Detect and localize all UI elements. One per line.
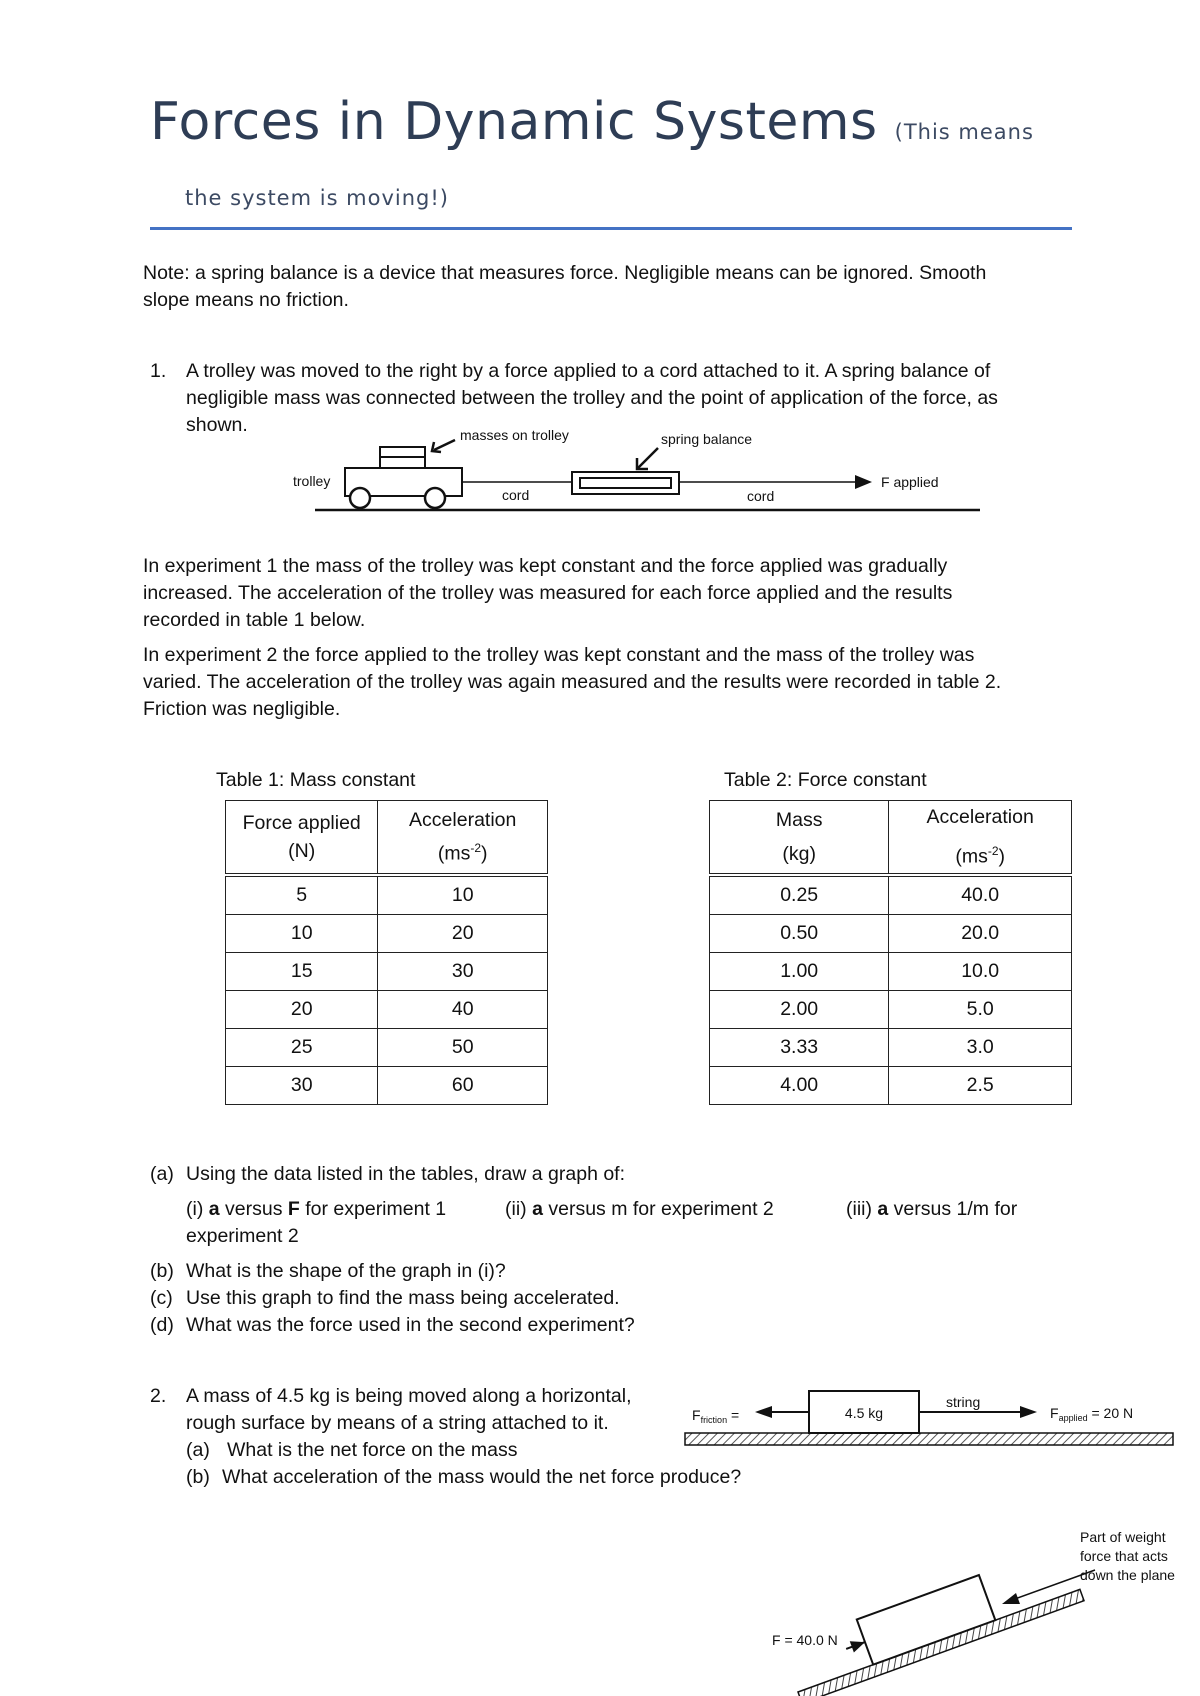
page-title [150,92,1034,152]
table-cell: 20 [378,915,548,953]
table-1-header-acceleration [378,801,548,876]
table-cell: 25 [226,1029,378,1067]
part-a-iii: (iii) a versus 1/m for [846,1198,1018,1220]
table-row [226,875,548,915]
table-cell: 1.00 [710,953,889,991]
question-2-part-b-text: What acceleration of the mass would the net force produce? [222,1466,742,1488]
masses-pointer-line [434,440,455,450]
question-2-part-a-text: What is the net force on the mass [227,1439,518,1461]
table-1-header-force-unit: (N) [288,840,316,862]
question-2-number: 2. [150,1385,167,1407]
table-1-caption: Table 1: Mass constant [216,769,416,791]
wheel-right [425,488,445,508]
question-2-line-1: A mass of 4.5 kg is being moved along a horizontal, [186,1385,632,1407]
table-cell: 0.50 [710,915,889,953]
weight-label-line-1: Part of weight [1080,1529,1166,1545]
horizontal-mass-diagram [680,1385,1180,1450]
table-cell: 5.0 [889,991,1072,1029]
applied-force-label: F applied [881,474,939,490]
title-subtitle-part2: the system is moving!) [185,186,450,210]
applied-force-label: $F_{applied} = 20$ N [1050,1405,1134,1423]
table-row [710,991,1072,1029]
weight-pointer-head [1002,1593,1020,1604]
friction-force-label: $F_{friction}$ = [692,1407,740,1425]
table-2-header-mass [710,801,889,876]
table-1 [225,800,548,1105]
table-2-header-acceleration [889,801,1072,876]
part-d-text: What was the force used in the second experiment? [186,1314,635,1336]
table-row [226,1029,548,1067]
part-a-i: (i) a versus F for experiment 1 [186,1198,447,1220]
table-2-header-acceleration-line1: Acceleration [926,806,1034,829]
cord-1-label: cord [502,487,530,503]
table-cell: 20 [226,991,378,1029]
note-line-2: slope means no friction. [143,289,349,311]
part-a-text: Using the data listed in the tables, draw a graph of: [186,1163,626,1185]
cord-2-label: cord [747,488,775,504]
table-cell: 15 [226,953,378,991]
trolley-label: trolley [293,473,331,489]
question-1-line-3: shown. [186,414,248,436]
table-cell: 40.0 [889,875,1072,915]
table-cell: 40 [378,991,548,1029]
question-2-part-b-label: (b) [186,1466,210,1488]
part-c-label: (c) [150,1287,173,1309]
table-2-caption: Table 2: Force constant [724,769,927,791]
note-line-1: Note: a spring balance is a device that measures force. Negligible means can be ignored. Smooth [143,262,987,284]
spring-balance-inner [580,478,671,488]
experiment-2-line-2: varied. The acceleration of the trolley was again measured and the results were recorded in table 2. [143,671,1002,693]
title-text: Forces in Dynamic Systems [150,92,878,152]
string-label: string [946,1394,981,1410]
part-b-label: (b) [150,1260,174,1282]
table-cell: 3.33 [710,1029,889,1067]
table-2 [709,800,1072,1105]
applied-arrow-head [1020,1406,1037,1418]
part-a-ii: (ii) a versus m for experiment 2 [505,1198,774,1220]
table-cell: 50 [378,1029,548,1067]
table-cell: 5 [226,875,378,915]
inclined-plane-diagram [760,1520,1200,1696]
title-rule [150,227,1072,230]
table-cell: 2.5 [889,1067,1072,1105]
title-subtitle-part1: (This means [894,120,1034,144]
table-row [710,953,1072,991]
table-cell: 3.0 [889,1029,1072,1067]
trolley-diagram [280,420,1000,520]
spring-balance-label: spring balance [661,431,753,447]
table-1-header-row [226,801,548,876]
question-1-line-2: negligible mass was connected between the trolley and the point of application of the force, as [186,387,998,409]
table-cell: 10 [378,875,548,915]
table-cell: 2.00 [710,991,889,1029]
table-1-header-force [226,801,378,876]
experiment-2-line-1: In experiment 2 the force applied to the trolley was kept constant and the mass of the trolley was [143,644,975,666]
experiment-1-line-3: recorded in table 1 below. [143,609,366,631]
question-2-part-a-label: (a) [186,1439,210,1461]
weight-label-line-2: force that acts [1080,1548,1168,1564]
experiment-2-line-3: Friction was negligible. [143,698,341,720]
table-row [710,1067,1072,1105]
mass-block-1 [380,447,425,457]
experiment-1-line-1: In experiment 1 the mass of the trolley was kept constant and the force applied was gradually [143,555,948,577]
friction-arrow-head [755,1406,772,1418]
table-cell: 30 [226,1067,378,1105]
mass-block-2 [380,457,425,468]
table-cell: 0.25 [710,875,889,915]
rough-surface [685,1433,1173,1445]
part-a-iii-continued: experiment 2 [186,1225,299,1247]
table-row [226,953,548,991]
masses-label: masses on trolley [460,427,569,443]
experiment-1-line-2: increased. The acceleration of the trolley was measured for each force applied and the results [143,582,953,604]
part-d-label: (d) [150,1314,174,1336]
incline-force-label: F = 40.0 N [772,1632,838,1648]
table-2-header-row [710,801,1072,876]
table-row [226,991,548,1029]
table-cell: 10 [226,915,378,953]
table-1-header-acceleration-unit: $(ms^{-2})$ [437,841,488,865]
weight-label-line-3: down the plane [1080,1567,1175,1583]
table-row [710,875,1072,915]
part-a-label: (a) [150,1163,174,1185]
spring-pointer-line [638,448,658,468]
table-1-header-acceleration-line1: Acceleration [409,809,517,832]
question-2-line-2: rough surface by means of a string attached to it. [186,1412,609,1434]
table-cell: 10.0 [889,953,1072,991]
table-1-header-force-line1: Force applied [242,812,361,834]
table-cell: 20.0 [889,915,1072,953]
table-row [710,1029,1072,1067]
mass-label: 4.5 kg [844,1405,884,1421]
question-1-line-1: A trolley was moved to the right by a force applied to a cord attached to it. A spring balance of [186,360,991,382]
part-b-text: What is the shape of the graph in (i)? [186,1260,506,1282]
question-1-number: 1. [150,360,167,382]
part-c-text: Use this graph to find the mass being accelerated. [186,1287,620,1309]
applied-force-arrowhead [855,475,872,489]
table-cell: 60 [378,1067,548,1105]
wheel-left [350,488,370,508]
table-2-header-mass-unit: (kg) [782,843,816,865]
table-row [226,915,548,953]
table-cell: 30 [378,953,548,991]
table-2-header-acceleration-unit: $(ms^{-2})$ [955,844,1006,868]
table-row [710,915,1072,953]
table-cell: 4.00 [710,1067,889,1105]
table-2-header-mass-line1: Mass [775,809,823,831]
table-row [226,1067,548,1105]
